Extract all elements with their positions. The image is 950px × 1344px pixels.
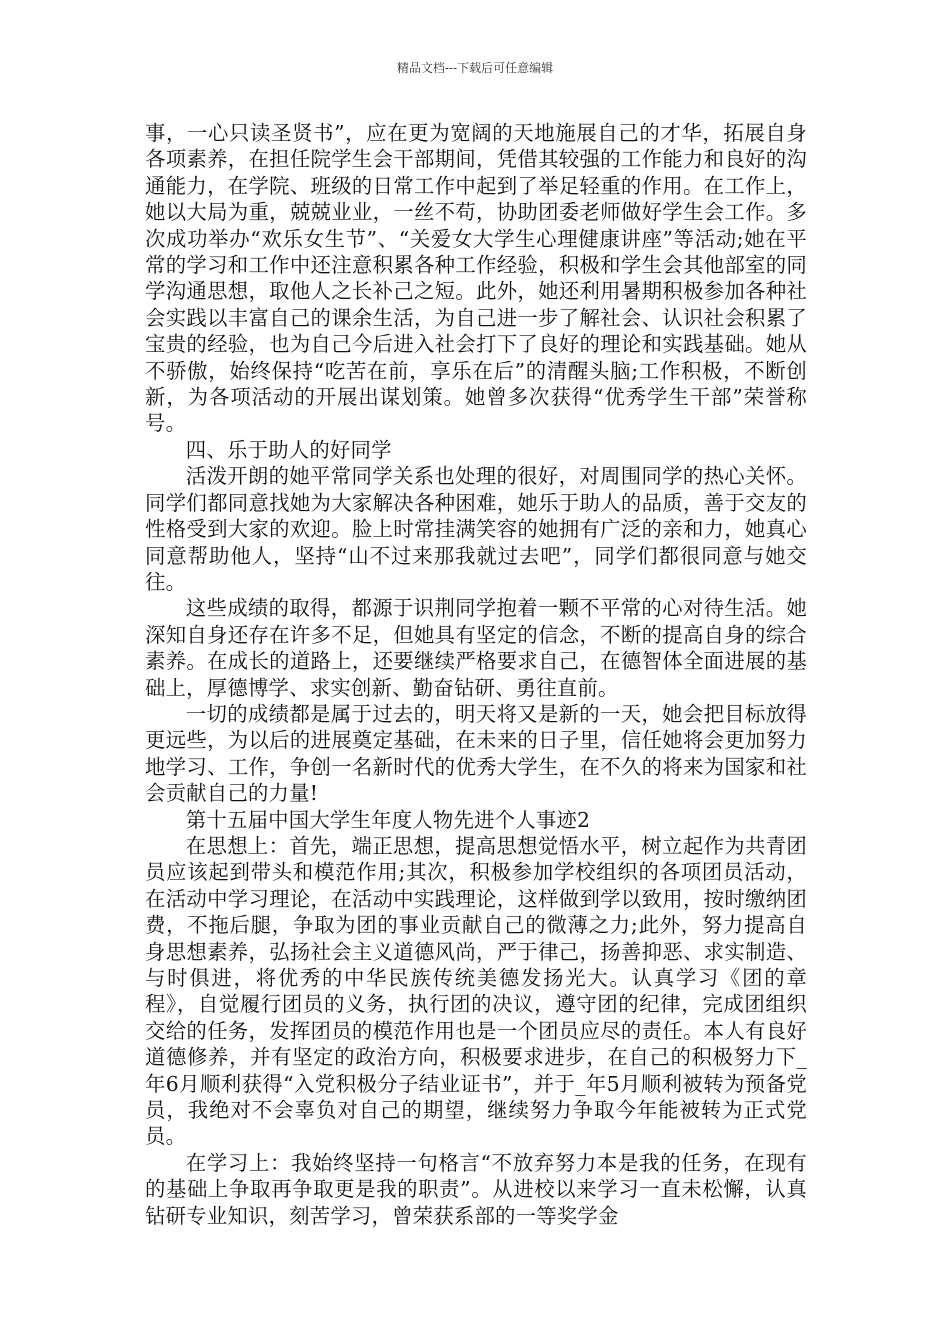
paragraph-continuation: 事，一心只读圣贤书”，应在更为宽阔的天地施展自己的才华，拓展自身各项素养，在担任院学生会干部期间，凭借其较强的工作能力和良好的沟通能力，在学院、班级的日常工作中起到了举足轻重的作用。在工作上，她以大局为重，兢兢业业，一丝不苟，协助团委老师做好学生会工作。多次成功举办“欢乐女生节”、“关爱女大学生心理健康讲座”等活动;她在平常的学习和工作中还注意积累各种工作经验，积极和学生会其他部室的同学沟通思想，取他人之长补己之短。此外，她还利用暑期积极参加各种社会实践以丰富自己的课余生活，为自己进一步了解社会、认识社会积累了宝贵的经验，也为自己今后进入社会打下了良好的理论和实践基础。她从不骄傲，始终保持“吃苦在前，享乐在后”的清醒头脑;工作积极，不断创新，为各项活动的开展出谋划策。她曾多次获得“优秀学生干部”荣誉称号。	[145, 121, 807, 436]
paragraph-helpful: 活泼开朗的她平常同学关系也处理的很好，对周围同学的热心关怀。同学们都同意找她为大家解决各种困难，她乐于助人的品质，善于交友的性格受到大家的欢迎。脸上时常挂满笑容的她拥有广泛的亲和力，她真心同意帮助他人，坚持“山不过来那我就过去吧”，同学们都很同意与她交往。	[145, 464, 807, 594]
section-heading-deeds-2: 第十五届中国大学生年度人物先进个人事迹2	[185, 807, 591, 832]
paragraph-ideology: 在思想上：首先，端正思想，提高思想觉悟水平，树立起作为共青团员应该起到带头和模范作用;其次，积极参加学校组织的各项团员活动，在活动中学习理论，在活动中实践理论，这样做到学以致用，按时缴纳团费，不拖后腿，争取为团的事业贡献自己的微薄之力;此外，努力提高自身思想素养，弘扬社会主义道德风尚，严于律己，扬善抑恶、求实制造、与时俱进，将优秀的中华民族传统美德发扬光大。认真学习《团的章程》，自觉履行团员的义务，执行团的决议，遵守团的纪律，完成团组织交给的任务，发挥团员的模范作用也是一个团员应尽的责任。本人有良好道德修养，并有坚定的政治方向，积极要求进步，在自己的积极努力下_年6月顺利获得“入党积极分子结业证书”，并于_年5月顺利被转为预备党员，我绝对不会辜负对自己的期望，继续努力争取今年能被转为正式党员。	[145, 833, 807, 1149]
document-body	[145, 120, 807, 1229]
section-heading-helpful-classmate: 四、乐于助人的好同学	[185, 437, 392, 462]
page-header: 精品文档---下载后可任意编辑	[396, 61, 554, 75]
paragraph-future: 一切的成绩都是属于过去的，明天将又是新的一天，她会把目标放得更远些，为以后的进展奠定基础，在未来的日子里，信任她将会更加努力地学习、工作，争创一名新时代的优秀大学生，在不久的将来为国家和社会贡献自己的力量!	[145, 701, 807, 806]
paragraph-achievements: 这些成绩的取得，都源于识荆同学抱着一颗不平常的心对待生活。她深知自身还存在许多不足，但她具有坚定的信念，不断的提高自身的综合素养。在成长的道路上，还要继续严格要求自己，在德智体全面进展的基础上，厚德博学、求实创新、勤奋钻研、勇往直前。	[145, 596, 807, 700]
paragraph-study: 在学习上：我始终坚持一句格言“不放弃努力本是我的任务，在现有的基础上争取再争取更是我的职责”。从进校以来学习一直未松懈，认真钻研专业知识，刻苦学习，曾荣获系部的一等奖学金	[145, 1150, 807, 1228]
